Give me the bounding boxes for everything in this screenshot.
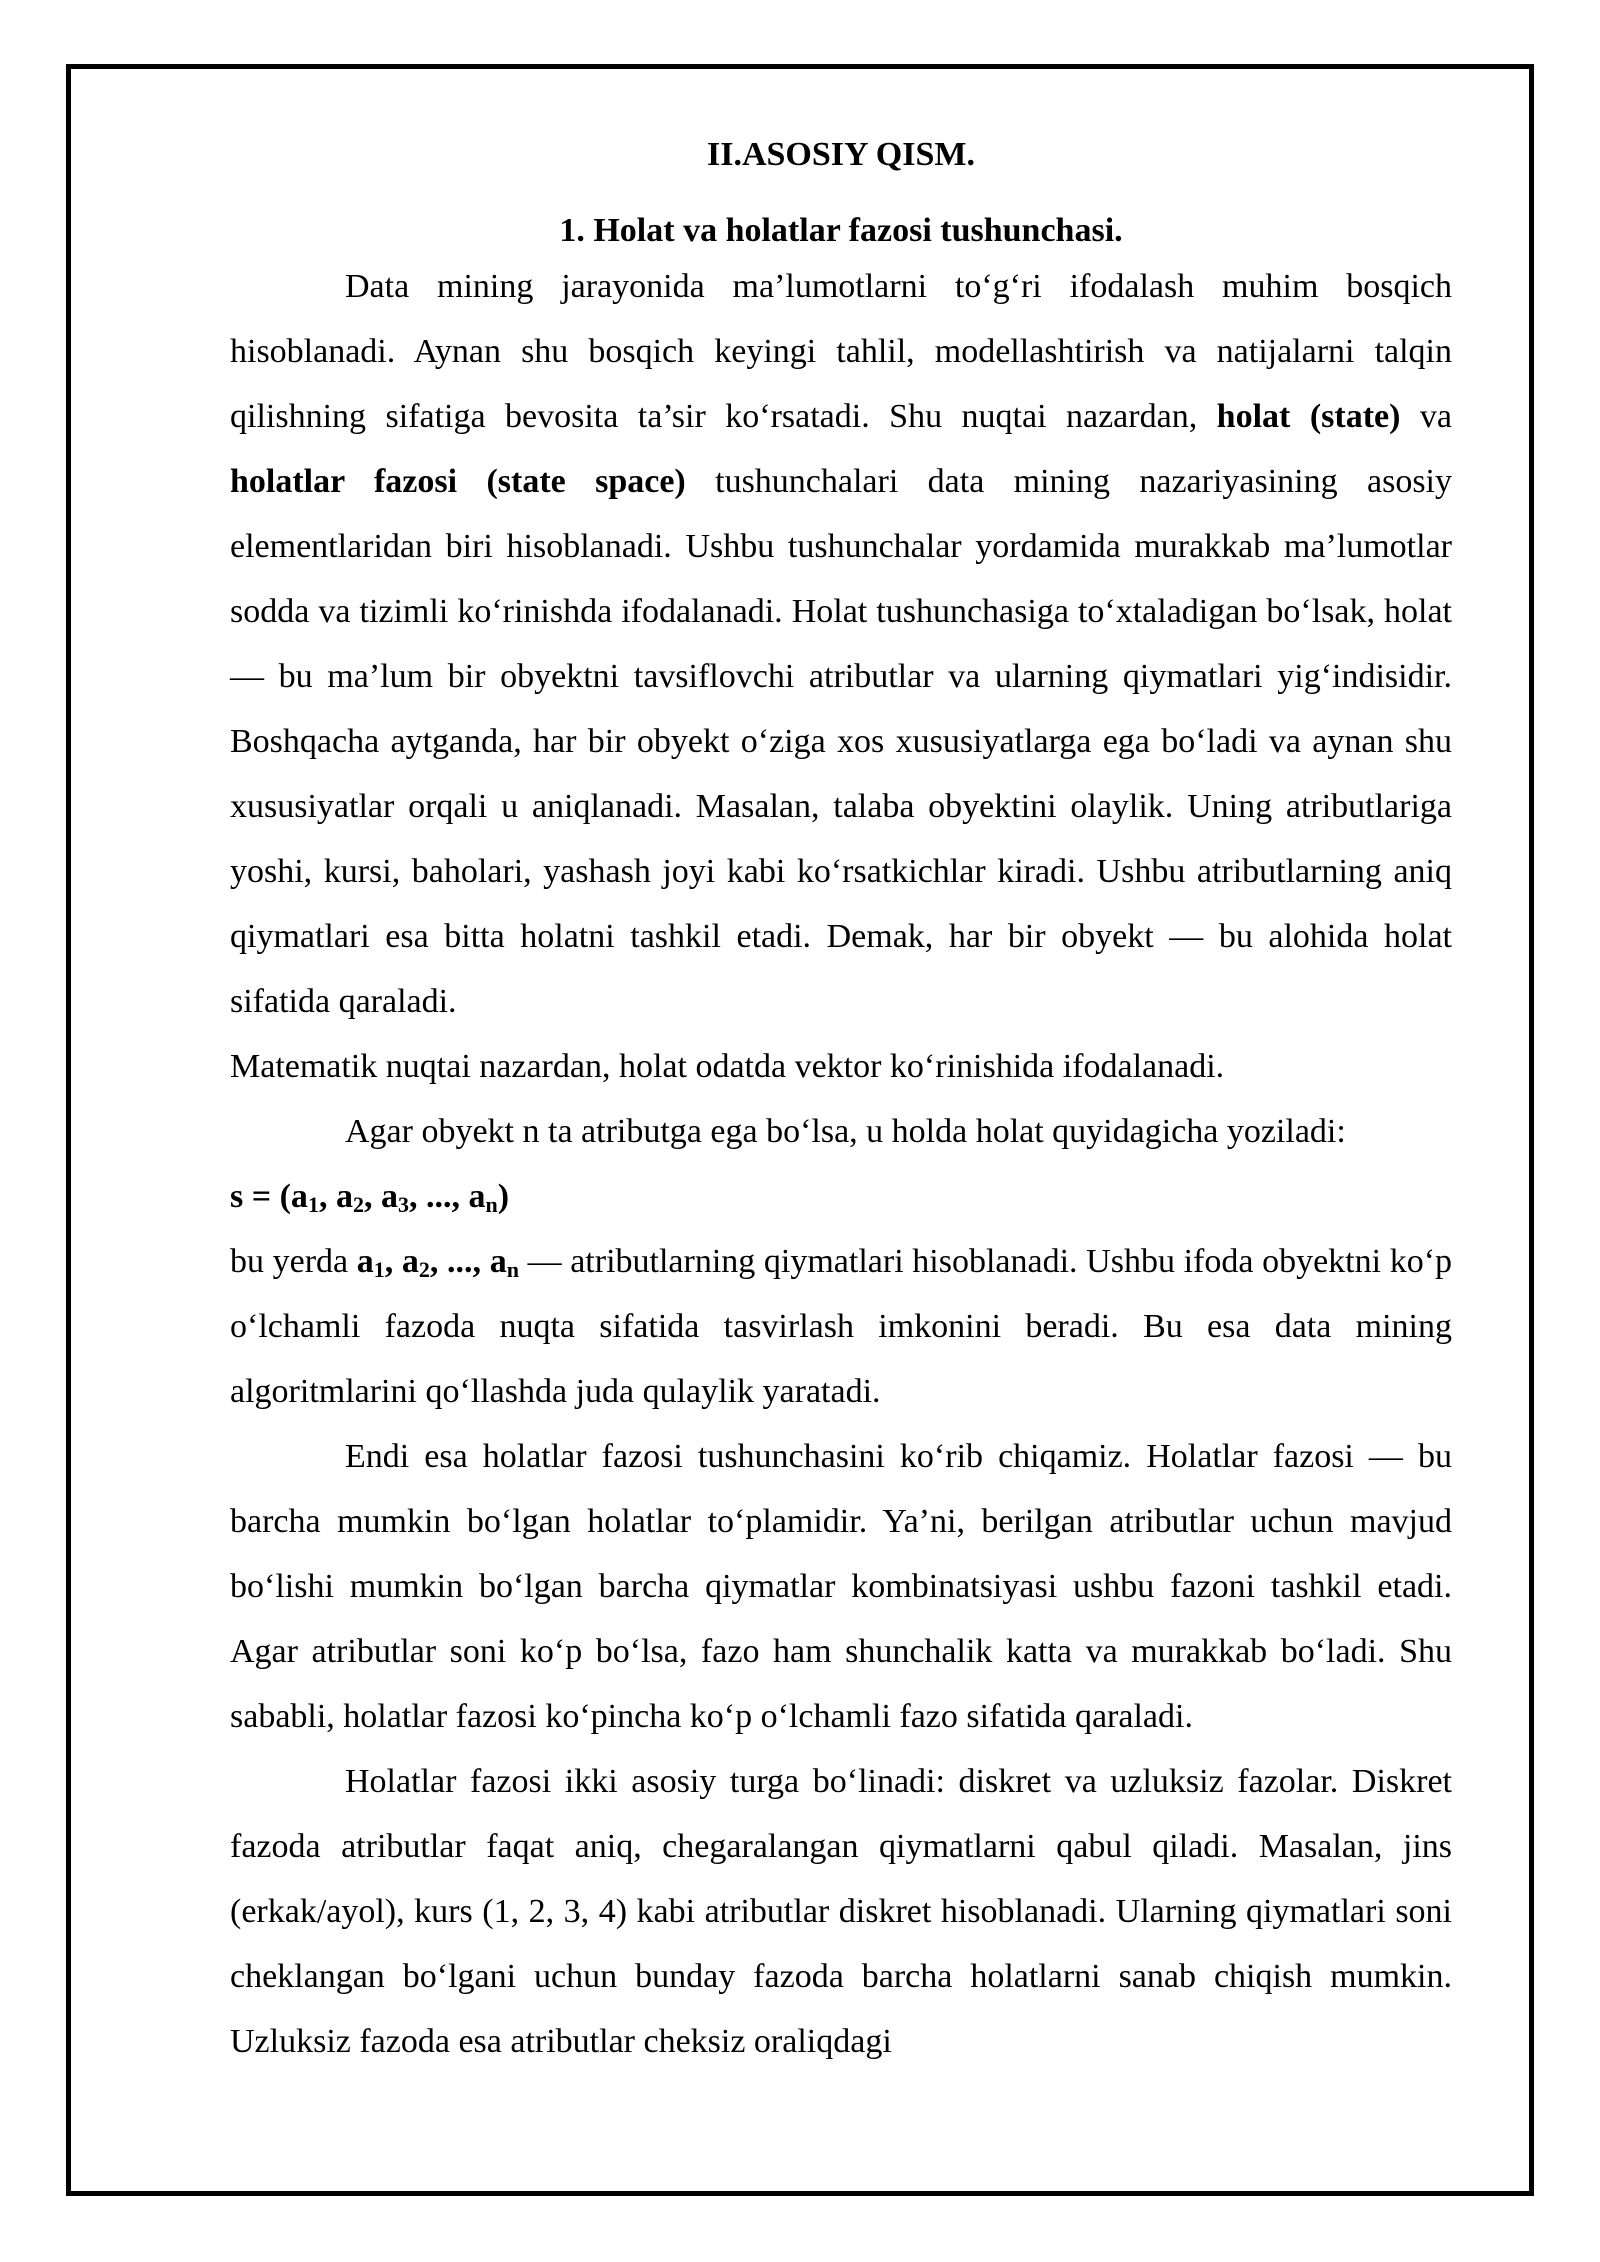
paragraph-intro [230,254,1452,1034]
paragraph-math: Matematik nuqtai nazardan, holat odatda vektor ko‘rinishida ifodalanadi. [230,1048,1225,1085]
paragraph-space-types: Holatlar fazosi ikki asosiy turga bo‘linadi: diskret va uzluksiz fazolar. Diskret fazoda atributlar faqat aniq, chegaralangan qiymatlarni qabul qiladi. Masalan, jins (erkak/ayol), kurs (1, 2, 3, 4) kabi atributlar diskret hisoblanadi. Ularning qiymatlari soni cheklangan bo‘lgani uchun bunday fazoda barcha holatlarni sanab chiqish mumkin. Uzluksiz fazoda esa atributlar cheksiz oraliqdagi [230,1763,1452,2060]
paragraph-intro-text-3: tushunchalari data mining nazariyasining asosiy elementlaridan biri hisoblanadi. Ushbu tushunchalar yordamida murakkab ma’lumotlar sodda va tizimli ko‘rinishda ifodalanadi. Holat tushunchasiga to‘xtaladigan bo‘lsak, holat — bu ma’lum bir obyektni tavsiflovchi atributlar va ularning qiymatlari yig‘indisidir. Boshqacha aytganda, har bir obyekt o‘ziga xos xususiyatlarga ega bo‘ladi va aynan shu xususiyatlar orqali u aniqlanadi. Masalan, talaba obyektini olaylik. Uning atributlariga yoshi, kursi, baholari, yashash joyi kabi ko‘rsatkichlar kiradi. Ushbu atributlarning aniq qiymatlari esa bitta holatni tashkil etadi. Demak, har bir obyekt — bu alohida holat sifatida qaraladi. [230,463,1453,1020]
formula-part: , a [384,1243,419,1280]
formula-subscript: 2 [352,1192,364,1217]
main-heading: II.ASOSIY QISM. [707,136,975,173]
document-body [230,132,1452,2074]
inline-formula [357,1243,519,1280]
formula-subscript: n [506,1257,519,1282]
paragraph-state-space: Endi esa holatlar fazosi tushunchasini ko‘rib chiqamiz. Holatlar fazosi — bu barcha mumkin bo‘lgan holatlar to‘plamidir. Ya’ni, berilgan atributlar uchun mavjud bo‘lishi mumkin bo‘lgan barcha qiymatlar kombinatsiyasi ushbu fazoni tashkil etadi. Agar atributlar soni ko‘p bo‘lsa, fazo ham shunchalik katta va murakkab bo‘ladi. Shu sababli, holatlar fazosi ko‘pincha ko‘p o‘lchamli fazo sifatida qaraladi. [230,1438,1452,1735]
formula-subscript: 1 [307,1192,319,1217]
formula-part: ) [497,1178,510,1215]
paragraph-formula-explain [230,1229,1452,1424]
formula-part: , ..., a [408,1178,486,1215]
formula-subscript: 2 [418,1257,430,1282]
state-formula [230,1164,1452,1229]
formula-part: , ..., a [429,1243,507,1280]
paragraph-intro-text-1: Data mining jarayonida ma’lumotlarni to‘g‘ri ifodalash muhim bosqich hisoblanadi. Aynan shu bosqich keyingi tahlil, modellashtirish va natijalarni talqin qilishning sifatiga bevosita ta’sir ko‘rsatadi. Shu nuqtai nazardan, [230,268,1452,435]
formula-part: a [356,1243,374,1280]
formula-subscript: 3 [397,1192,409,1217]
paragraph-vector: Agar obyekt n ta atributga ega bo‘lsa, u holda holat quyidagicha yoziladi: [345,1113,1346,1150]
formula-subscript: n [485,1192,498,1217]
formula-part: s = (a [230,1178,308,1215]
formula-part: , a [318,1178,353,1215]
paragraph-text: bu yerda [230,1243,357,1280]
term-holatlar-fazosi: holatlar fazosi (state space) [230,463,686,500]
formula-part: , a [363,1178,398,1215]
formula-subscript: 1 [373,1257,385,1282]
paragraph-intro-text-2: va [1400,398,1452,435]
section-heading: 1. Holat va holatlar fazosi tushunchasi. [559,212,1123,249]
term-holat: holat (state) [1216,398,1401,435]
paragraph-text: — atributlarning qiymatlari hisoblanadi. Ushbu ifoda obyektni ko‘p o‘lchamli fazoda nuqta sifatida tasvirlash imkonini beradi. Bu esa data mining algoritmlarini qo‘llashda juda qulaylik yaratadi. [230,1243,1453,1410]
